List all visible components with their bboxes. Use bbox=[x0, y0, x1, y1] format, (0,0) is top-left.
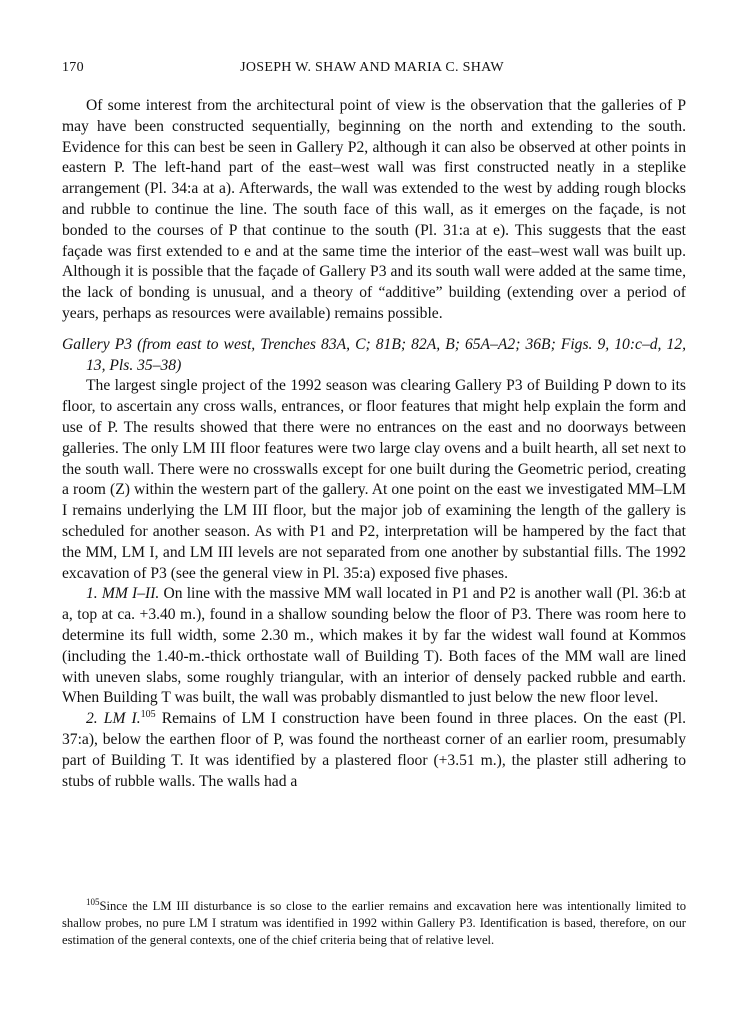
section-heading-gallery-p3: Gallery P3 (from east to west, Trenches 83A, C; 81B; 82A, B; 65A–A2; 36B; Figs. 9, 10:c–d, 12, 13, Pls. 35–38) bbox=[62, 335, 686, 374]
paragraph-additive-building: Of some interest from the architectural point of view is the observation that the galleries of P may have been constructed sequentially, beginning on the north and extending to the south. Evidence for this can best be seen in Gallery P2, although it can also be observed at other points in eastern P. The left-hand part of the east–west wall was first constructed neatly in a steplike arrangement (Pl. 34:a at a). Afterwards, the wall was extended to the west by adding rough blocks and rubble to continue the line. The south face of this wall, as it emerges on the façade, is not bonded to the courses of P that continue to the south (Pl. 31:a at e). This suggests that the east façade was first extended to e and at the same time the interior of the east–west wall was built up. Although it is possible that the façade of Gallery P3 and its south wall were added at the same time, the lack of bonding is unusual, and a theory of “additive” building (extending over a period of years, perhaps as resources were available) remains possible. bbox=[62, 97, 686, 322]
paragraph-phase-mm bbox=[62, 584, 686, 709]
phase-text-mm: On line with the massive MM wall located in P1 and P2 is another wall (Pl. 36:b at a, top at ca. +3.40 m.), found in a shallow sounding below the floor of P3. There was room here to determine its full width, some 2.30 m., which makes it by far the widest wall found at Kommos (including the 1.40-m.-thick orthostate wall of Building T). Both faces of the MM wall are lined with uneven slabs, some roughly triangular, with an interior of densely packed rubble and earth. When Building T was built, the wall was probably dismantled to just below the new floor level. bbox=[62, 585, 687, 707]
page-number: 170 bbox=[62, 60, 84, 75]
phase-text-lm1: Remains of LM I construction have been found in three places. On the east (Pl. 37:a), below the earthen floor of P, was found the northeast corner of an earlier room, presumably part of Building T. It was identified by a plastered floor (+3.51 m.), the plaster still adhering to stubs of rubble walls. The walls had a bbox=[62, 710, 686, 790]
phase-label-lm1: 2. LM I. bbox=[86, 710, 141, 728]
paragraph-phase-lm1 bbox=[62, 709, 686, 792]
phase-label-mm: 1. MM I–II. bbox=[86, 585, 160, 603]
footnote-number: 105 bbox=[86, 897, 100, 907]
footnote bbox=[62, 898, 686, 950]
footnote-reference[interactable]: 105 bbox=[140, 709, 156, 721]
footnote-text: Since the LM III disturbance is so close to the earlier remains and excavation here was intentionally limited to shallow probes, no pure LM I stratum was identified in 1992 within Gallery P3. Identification is based, therefore, on our estimation of the general contexts, one of the chief criteria being that of relative level. bbox=[62, 899, 686, 948]
body-text bbox=[62, 96, 686, 792]
paragraph-gallery-p3-intro: The largest single project of the 1992 season was clearing Gallery P3 of Building P down to its floor, to ascertain any cross walls, entrances, or floor features that might help explain the form and use of P. The results showed that there were no entrances on the east and no doorways between galleries. The only LM III floor features were two large clay ovens and a built hearth, all set next to the south wall. There were no crosswalls except for one built during the Geometric period, creating a room (Z) within the western part of the gallery. At one point on the east we investigated MM–LM I remains underlying the LM III floor, but the major job of examining the length of the gallery is scheduled for another season. As with P1 and P2, interpretation will be hampered by the fact that the MM, LM I, and LM III levels are not separated from one another by substantial fills. The 1992 excavation of P3 (see the general view in Pl. 35:a) exposed five phases. bbox=[62, 377, 686, 582]
running-title: JOSEPH W. SHAW AND MARIA C. SHAW bbox=[240, 60, 504, 75]
